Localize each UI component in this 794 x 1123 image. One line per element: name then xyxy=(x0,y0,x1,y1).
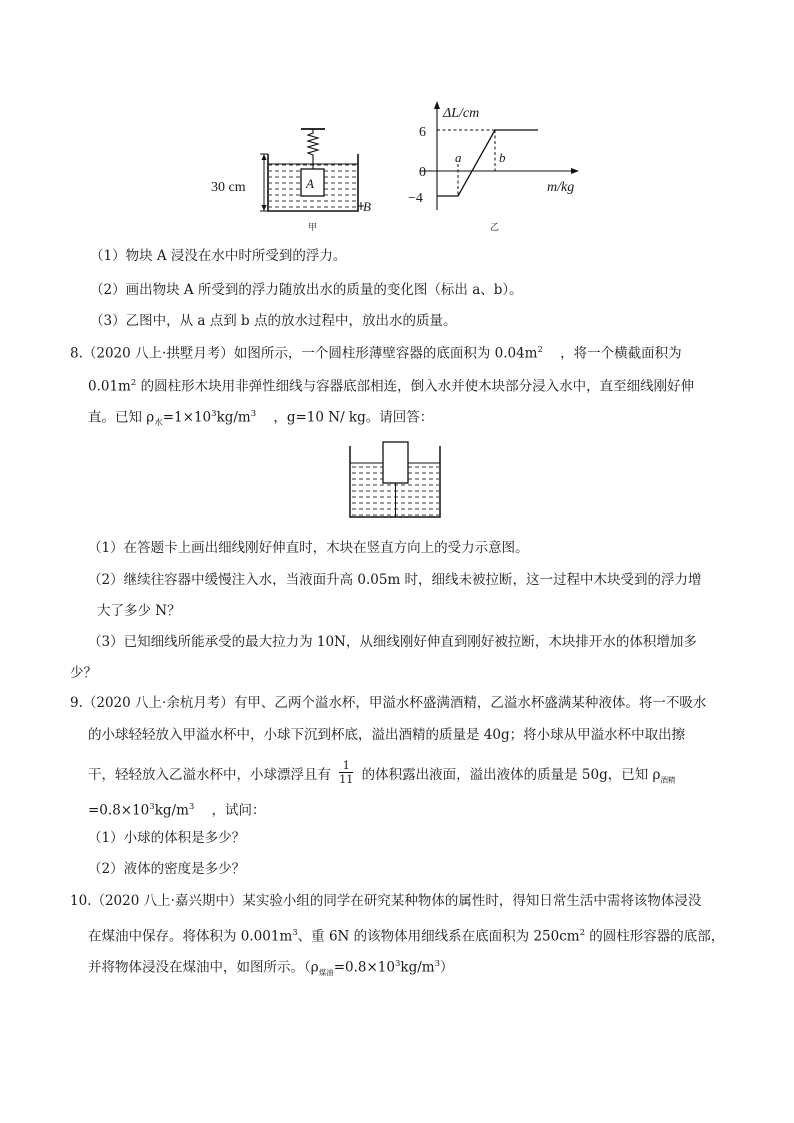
figure-jia xyxy=(205,120,371,235)
q8-line3: 直。已知 $\rho_水=1\times 10^3kg/m^3$ ，g=10 N/ kg。请回答： xyxy=(88,409,434,429)
y-axis-label: ΔL/cm xyxy=(443,106,480,121)
figure-q8-container xyxy=(345,440,445,520)
point-b-label: b xyxy=(499,150,506,165)
q8-sub2-line1: （2）继续往容器中缓慢注入水，当液面升高 0.05m 时，细线未被拉断，这一过程中木块受到的浮力增 xyxy=(88,572,702,588)
q8-sub3-line2: 少？ xyxy=(70,665,97,681)
q8-wooden-block xyxy=(383,442,408,483)
figure-yi xyxy=(400,98,590,235)
q8-sub3-line1: （3）已知细线所能承受的最大拉力为 10N，从细线刚好伸直到刚好被拉断，木块排开水的体积增加多 xyxy=(88,634,697,650)
q10-line3: 并将物体浸没在煤油中，如图所示。$(\rho_{煤油}=0.8\times 10^3kg/m^3)$ xyxy=(88,959,454,978)
q7-sub3: （3）乙图中，从 a 点到 b 点的放水过程中，放出水的质量。 xyxy=(90,313,457,329)
q10-line1: 10.（2020 八上·嘉兴期中）某实验小组的同学在研究某种物体的属性时，得知日常生活中需将该物体浸没 xyxy=(70,893,702,909)
tick-6: 6 xyxy=(419,125,426,140)
tick-neg4: −4 xyxy=(408,191,423,206)
valve-label: B xyxy=(363,199,371,214)
q10-line2: 在煤油中保存。将体积为 $0.001m^3$、重 6N 的该物体用细线系在底面积为 $250cm^2$ 的圆柱形容器的底部， xyxy=(88,928,725,945)
caption-yi: 乙 xyxy=(490,222,500,232)
q9-line4: $=0.8\times 10^3kg/m^3$ ，试问： xyxy=(88,802,266,819)
q9-sub1: （1）小球的体积是多少？ xyxy=(88,830,246,846)
q8-sub1: （1）在答题卡上画出细线刚好伸直时，木块在竖直方向上的受力示意图。 xyxy=(88,540,529,556)
q9-fraction-numerator: 1 xyxy=(339,759,353,773)
y-axis-arrow-icon xyxy=(434,101,440,109)
q7-sub2: （2）画出物块 A 所受到的浮力随放出水的质量的变化图（标出 a、b）。 xyxy=(90,282,523,298)
q8-line2: $0.01m^2$ 的圆柱形木块用非弹性细线与容器底部相连，倒入水并使木块部分浸入水中，直至细线刚好伸 xyxy=(88,378,695,395)
x-axis-label: m/kg xyxy=(547,180,575,195)
q9-fraction-denominator: 11 xyxy=(339,773,354,786)
point-a-label: a xyxy=(455,150,462,165)
q9-line2: 的小球轻轻放入甲溢水杯中，小球下沉到杯底，溢出酒精的质量是 40g；将小球从甲溢水杯中取出擦 xyxy=(88,727,686,743)
delta-l-curve xyxy=(437,130,538,196)
q9-line3: 干，轻轻放入乙溢水杯中，小球漂浮且有 $\frac{1}{11}$ 的体积露出液面，溢出液体的质量是 50g，已知 $\rho_{酒精}$ xyxy=(88,759,676,786)
q8-line1: 8.（2020 八上·拱墅月考）如图所示，一个圆柱形薄壁容器的底面积为 $0.04m^2$ ，将一个横截面积为 xyxy=(70,345,682,362)
tick-0: 0 xyxy=(419,165,426,180)
caption-jia: 甲 xyxy=(308,222,318,232)
spring xyxy=(308,129,318,169)
q7-sub1: （1）物块 A 浸没在水中时所受到的浮力。 xyxy=(90,248,347,264)
q9-line1: 9.（2020 八上·余杭月考）有甲、乙两个溢水杯，甲溢水杯盛满酒精，乙溢水杯盛满某种液体。将一不吸水 xyxy=(70,695,707,711)
block-a-label: A xyxy=(306,176,314,191)
q9-fraction xyxy=(339,759,353,786)
q9-sub2: （2）液体的密度是多少？ xyxy=(88,861,246,877)
arrow-down-icon xyxy=(262,205,267,211)
x-axis-arrow-icon xyxy=(571,168,579,174)
height-label: 30 cm xyxy=(211,180,246,195)
q8-sub2-line2: 大了多少 N？ xyxy=(97,603,181,619)
arrow-up-icon xyxy=(262,154,267,160)
